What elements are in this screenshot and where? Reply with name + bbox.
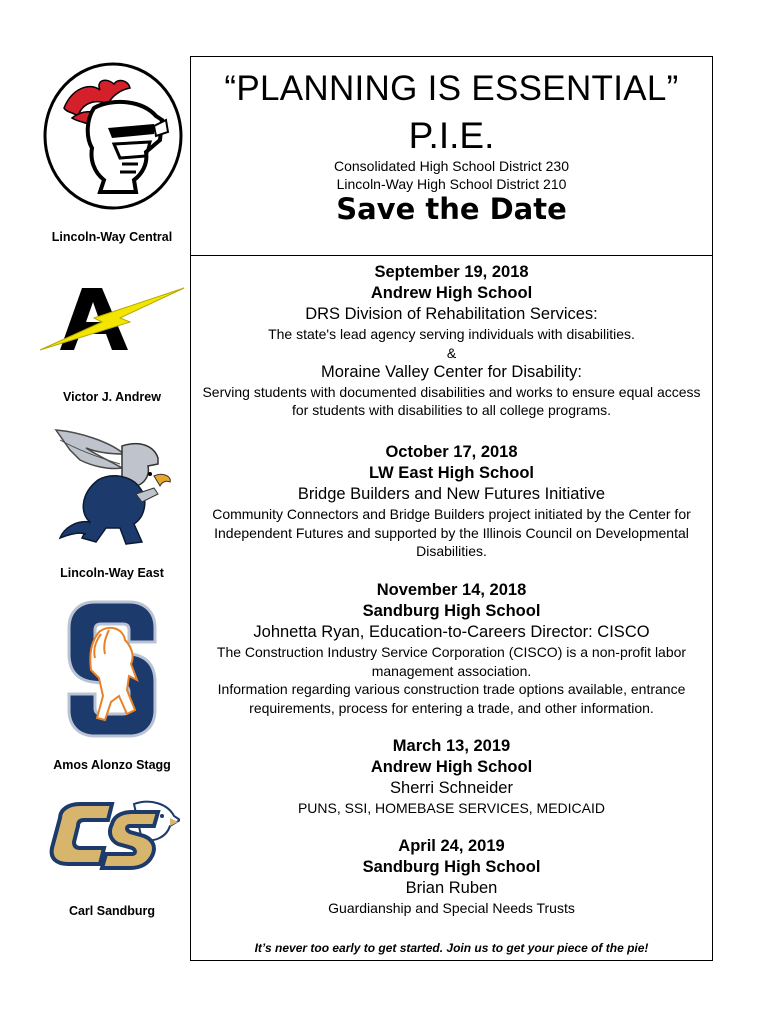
district-line-1: Consolidated High School District 230 (333, 158, 569, 174)
event-description: The Construction Industry Service Corporation (CISCO) is a non-profit labor management association. (216, 644, 687, 679)
school-name: Carl Sandburg (68, 904, 156, 918)
event-item (191, 262, 712, 420)
event-item (191, 836, 712, 918)
event-school: Andrew High School (370, 758, 533, 776)
district-line-2: Lincoln-Way High School District 210 (336, 176, 567, 192)
logo-carl-sandburg (28, 796, 196, 926)
griffin-icon (50, 424, 176, 550)
flyer-header (191, 57, 712, 256)
event-school: LW East High School (368, 464, 534, 482)
mustang-s-icon (65, 598, 159, 740)
logo-lincoln-way-central (28, 60, 196, 250)
event-school: Sandburg High School (362, 602, 541, 620)
event-description-2: Serving students with documented disabilities and works to ensure equal access for students with disabilities to all college programs. (202, 383, 701, 418)
event-date: October 17, 2018 (385, 443, 518, 461)
event-speaker: DRS Division of Rehabilitation Services: (305, 305, 598, 323)
school-name: Victor J. Andrew (63, 390, 161, 404)
school-name: Lincoln-Way East (60, 566, 164, 580)
lightning-a-icon (38, 278, 186, 358)
logo-victor-j-andrew (28, 270, 196, 410)
event-speaker: Brian Ruben (405, 879, 498, 897)
event-speaker: Bridge Builders and New Futures Initiative (297, 485, 606, 503)
event-ampersand: & (446, 344, 457, 361)
school-name: Amos Alonzo Stagg (53, 758, 171, 772)
school-name: Lincoln-Way Central (51, 230, 173, 244)
event-item (191, 736, 712, 818)
eagle-cs-icon (46, 796, 180, 876)
knight-helmet-icon (42, 60, 184, 212)
event-description: Guardianship and Special Needs Trusts (328, 900, 575, 916)
event-description: PUNS, SSI, HOMEBASE SERVICES, MEDICAID (297, 800, 606, 816)
event-speaker-2: Moraine Valley Center for Disability: (320, 362, 583, 381)
page-title: “PLANNING IS ESSENTIAL” (224, 69, 679, 108)
logo-lincoln-way-east (28, 422, 196, 586)
event-item (191, 580, 712, 717)
event-description-2: Information regarding various construction trade options available, entrance requirements, process for entering a trade, and other information. (217, 681, 686, 716)
flyer-box (190, 56, 713, 961)
event-date: November 14, 2018 (376, 581, 527, 599)
event-school: Sandburg High School (362, 858, 541, 876)
event-speaker: Sherri Schneider (390, 779, 513, 797)
logo-amos-alonzo-stagg (28, 598, 196, 776)
save-the-date-heading: Save the Date (336, 192, 567, 226)
event-description: The state's lead agency serving individuals with disabilities. (268, 326, 635, 342)
event-item (191, 442, 712, 561)
event-date: March 13, 2019 (392, 737, 511, 755)
event-date: September 19, 2018 (374, 263, 529, 281)
event-speaker: Johnetta Ryan, Education-to-Careers Director: CISCO (253, 623, 650, 641)
event-date: April 24, 2019 (398, 837, 505, 855)
acronym-title: P.I.E. (408, 115, 495, 156)
event-school: Andrew High School (370, 284, 533, 302)
event-description: Community Connectors and Bridge Builders project initiated by the Center for Independent Futures and supported by the Illinois Council on Developmental Disabilities. (212, 506, 691, 559)
closing-tagline: It’s never too early to get started. Join us to get your piece of the pie! (254, 941, 649, 955)
